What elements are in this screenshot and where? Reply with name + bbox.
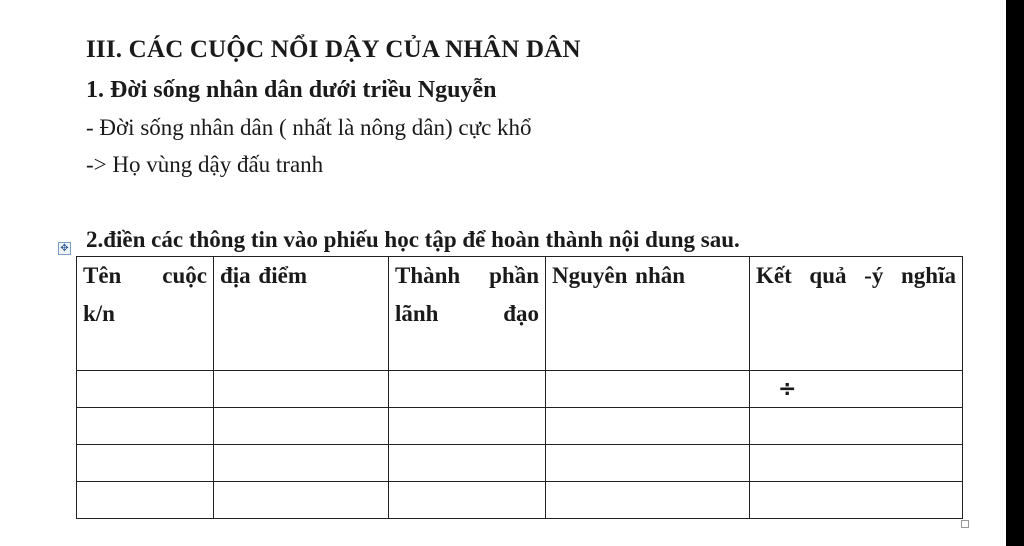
bullet-text: - Đời sống nhân dân ( nhất là nông dân) cực khổ [86, 115, 532, 140]
table-cell[interactable] [546, 445, 750, 482]
table-cell[interactable] [214, 445, 389, 482]
table-cell[interactable] [389, 482, 546, 519]
table-cell[interactable] [214, 408, 389, 445]
table-cell[interactable] [214, 371, 389, 408]
table-cell[interactable] [389, 408, 546, 445]
table-cell[interactable] [750, 408, 963, 445]
table-cell[interactable] [77, 482, 214, 519]
table-cell[interactable] [546, 482, 750, 519]
table-cell[interactable] [214, 482, 389, 519]
resize-handle-icon[interactable] [961, 520, 969, 528]
table-cell[interactable] [750, 371, 963, 408]
table-cell[interactable] [389, 445, 546, 482]
header-cell-thanh-phan[interactable]: Thành phần lãnh đạo [389, 257, 546, 371]
table-header-row [77, 257, 963, 371]
table-row [77, 371, 963, 408]
table-row [77, 445, 963, 482]
division-symbol: ÷ [778, 377, 797, 402]
table-cell[interactable] [750, 482, 963, 519]
arrow-text: -> Họ vùng dậy đấu tranh [86, 152, 324, 177]
task-instruction: 2.điền các thông tin vào phiếu học tập để hoàn thành nội dung sau. [86, 227, 740, 252]
table-row [77, 408, 963, 445]
table-cell[interactable] [750, 445, 963, 482]
header-cell-ket-qua[interactable] [750, 257, 963, 371]
worksheet-table [76, 256, 963, 519]
table-row [77, 482, 963, 519]
header-cell-nguyen-nhan[interactable]: Nguyên nhân [546, 257, 750, 371]
header-cell-ten-cuoc[interactable]: Tên cuộc k/n [77, 257, 214, 371]
table-cell[interactable] [546, 371, 750, 408]
table-cell[interactable] [77, 371, 214, 408]
table-cell[interactable] [77, 445, 214, 482]
header-cell-dia-diem[interactable]: địa điểm [214, 257, 389, 371]
table-cell[interactable] [546, 408, 750, 445]
section-heading: III. CÁC CUỘC NỔI DẬY CỦA NHÂN DÂN [86, 36, 581, 63]
header-ket-qua-label: Kết quả -ý nghĩa [756, 263, 956, 288]
table-cell[interactable] [77, 408, 214, 445]
move-handle-icon[interactable]: ✥ [58, 242, 71, 255]
table-cell[interactable] [389, 371, 546, 408]
subsection-heading: 1. Đời sống nhân dân dưới triều Nguyễn [86, 77, 497, 103]
